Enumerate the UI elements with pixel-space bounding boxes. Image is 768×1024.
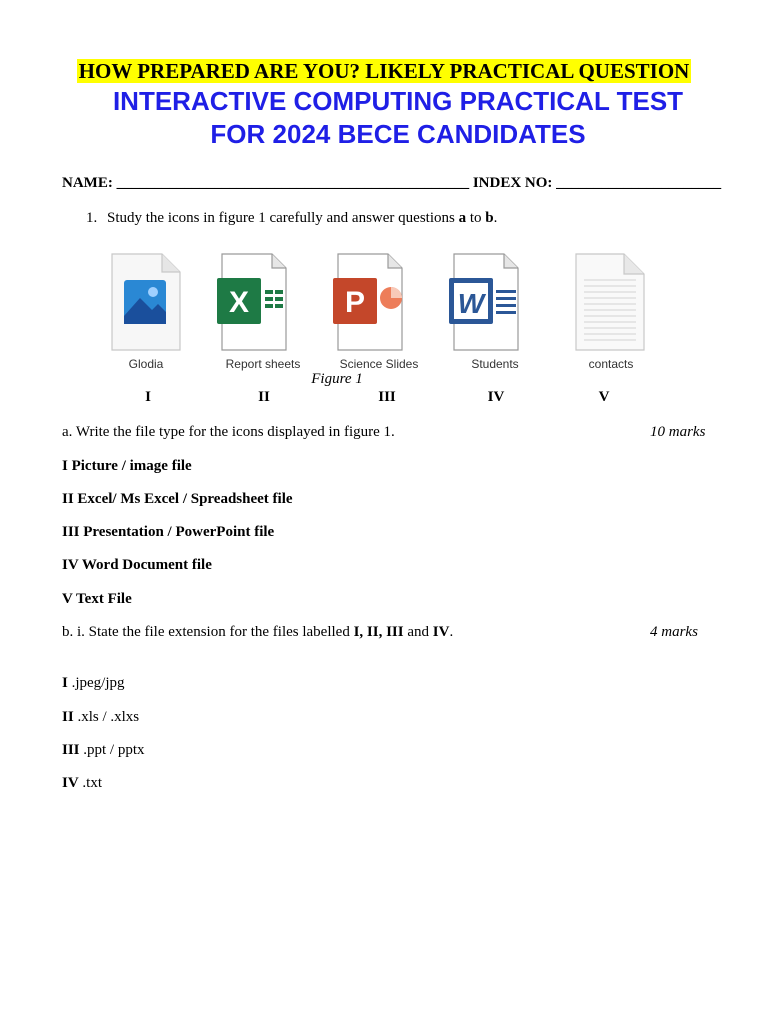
roman-label-v: V xyxy=(598,389,610,405)
question-text-before: Study the icons in figure 1 carefully and answer questions xyxy=(107,210,459,226)
svg-text:X: X xyxy=(228,286,250,319)
highlight-header xyxy=(0,59,768,84)
answer-b-i-label: I xyxy=(62,675,68,691)
part-a-marks: 10 marks xyxy=(650,424,706,440)
page-title-line2: FOR 2024 BECE CANDIDATES xyxy=(210,119,586,149)
student-fields xyxy=(62,175,721,192)
powerpoint-file-icon xyxy=(330,252,406,352)
answer-b-ii-value: .xls / .xlxs xyxy=(73,709,140,725)
roman-label-iii: III xyxy=(378,389,396,405)
icon-label-glodia: Glodia xyxy=(128,357,164,371)
highlight-header-text: HOW PREPARED ARE YOU? LIKELY PRACTICAL QUESTION xyxy=(78,59,690,83)
word-file-icon xyxy=(446,252,522,352)
answer-a-v: V Text File xyxy=(62,591,132,607)
answer-a-iii: III Presentation / PowerPoint file xyxy=(62,524,275,540)
icon-label-contacts: contacts xyxy=(588,357,634,371)
answer-b-iv xyxy=(62,775,102,792)
part-b-bold-labels: I, II, III xyxy=(353,624,404,640)
answer-b-i-value: .jpeg/jpg xyxy=(67,675,125,691)
question-text-mid: to xyxy=(466,210,486,226)
icon-label-students: Students xyxy=(471,357,519,371)
name-label: NAME: xyxy=(62,175,113,191)
question-text-end: . xyxy=(493,210,498,226)
answer-a-i: I Picture / image file xyxy=(62,458,192,474)
question-bold-b: b xyxy=(485,210,494,226)
svg-text:W: W xyxy=(457,288,485,319)
icon-label-science-slides: Science Slides xyxy=(339,357,419,371)
part-b-text-and: and xyxy=(403,624,433,640)
answer-b-iv-label: IV xyxy=(62,775,79,791)
part-b-question xyxy=(62,624,453,641)
excel-file-icon xyxy=(214,252,290,352)
answer-a-iv: IV Word Document file xyxy=(62,557,212,573)
question-bold-a: a xyxy=(458,210,467,226)
icon-label-report-sheets: Report sheets xyxy=(225,357,301,371)
answer-a-ii: II Excel/ Ms Excel / Spreadsheet file xyxy=(62,491,293,507)
answer-b-iii xyxy=(62,742,145,759)
answer-b-iv-value: .txt xyxy=(78,775,103,791)
name-blank: _______________________________________________ xyxy=(116,175,470,191)
part-b-marks: 4 marks xyxy=(650,624,698,640)
answer-b-ii-label: II xyxy=(62,709,74,725)
page-title-line1: INTERACTIVE COMPUTING PRACTICAL TEST xyxy=(112,86,684,116)
part-a-question: a. Write the file type for the icons displayed in figure 1. xyxy=(62,424,395,440)
text-file-icon xyxy=(572,252,648,352)
question-number: 1. xyxy=(86,210,98,226)
index-label: INDEX NO: xyxy=(472,175,553,191)
answer-b-iii-value: .ppt / pptx xyxy=(79,742,145,758)
answer-b-iii-label: III xyxy=(62,742,80,758)
part-b-text-end: . xyxy=(449,624,454,640)
roman-label-iv: IV xyxy=(487,389,505,405)
part-b-text-before: b. i. State the file extension for the files labelled xyxy=(62,624,354,640)
roman-label-i: I xyxy=(145,389,151,405)
part-b-bold-iv: IV xyxy=(432,624,450,640)
figure-caption: Figure 1 xyxy=(311,371,363,387)
answer-b-ii xyxy=(62,709,139,726)
image-file-icon xyxy=(108,252,184,352)
index-blank: ______________________ xyxy=(556,175,722,191)
svg-text:P: P xyxy=(344,286,366,319)
answer-b-i xyxy=(62,675,125,692)
question-1 xyxy=(86,210,497,227)
roman-label-ii: II xyxy=(258,389,270,405)
